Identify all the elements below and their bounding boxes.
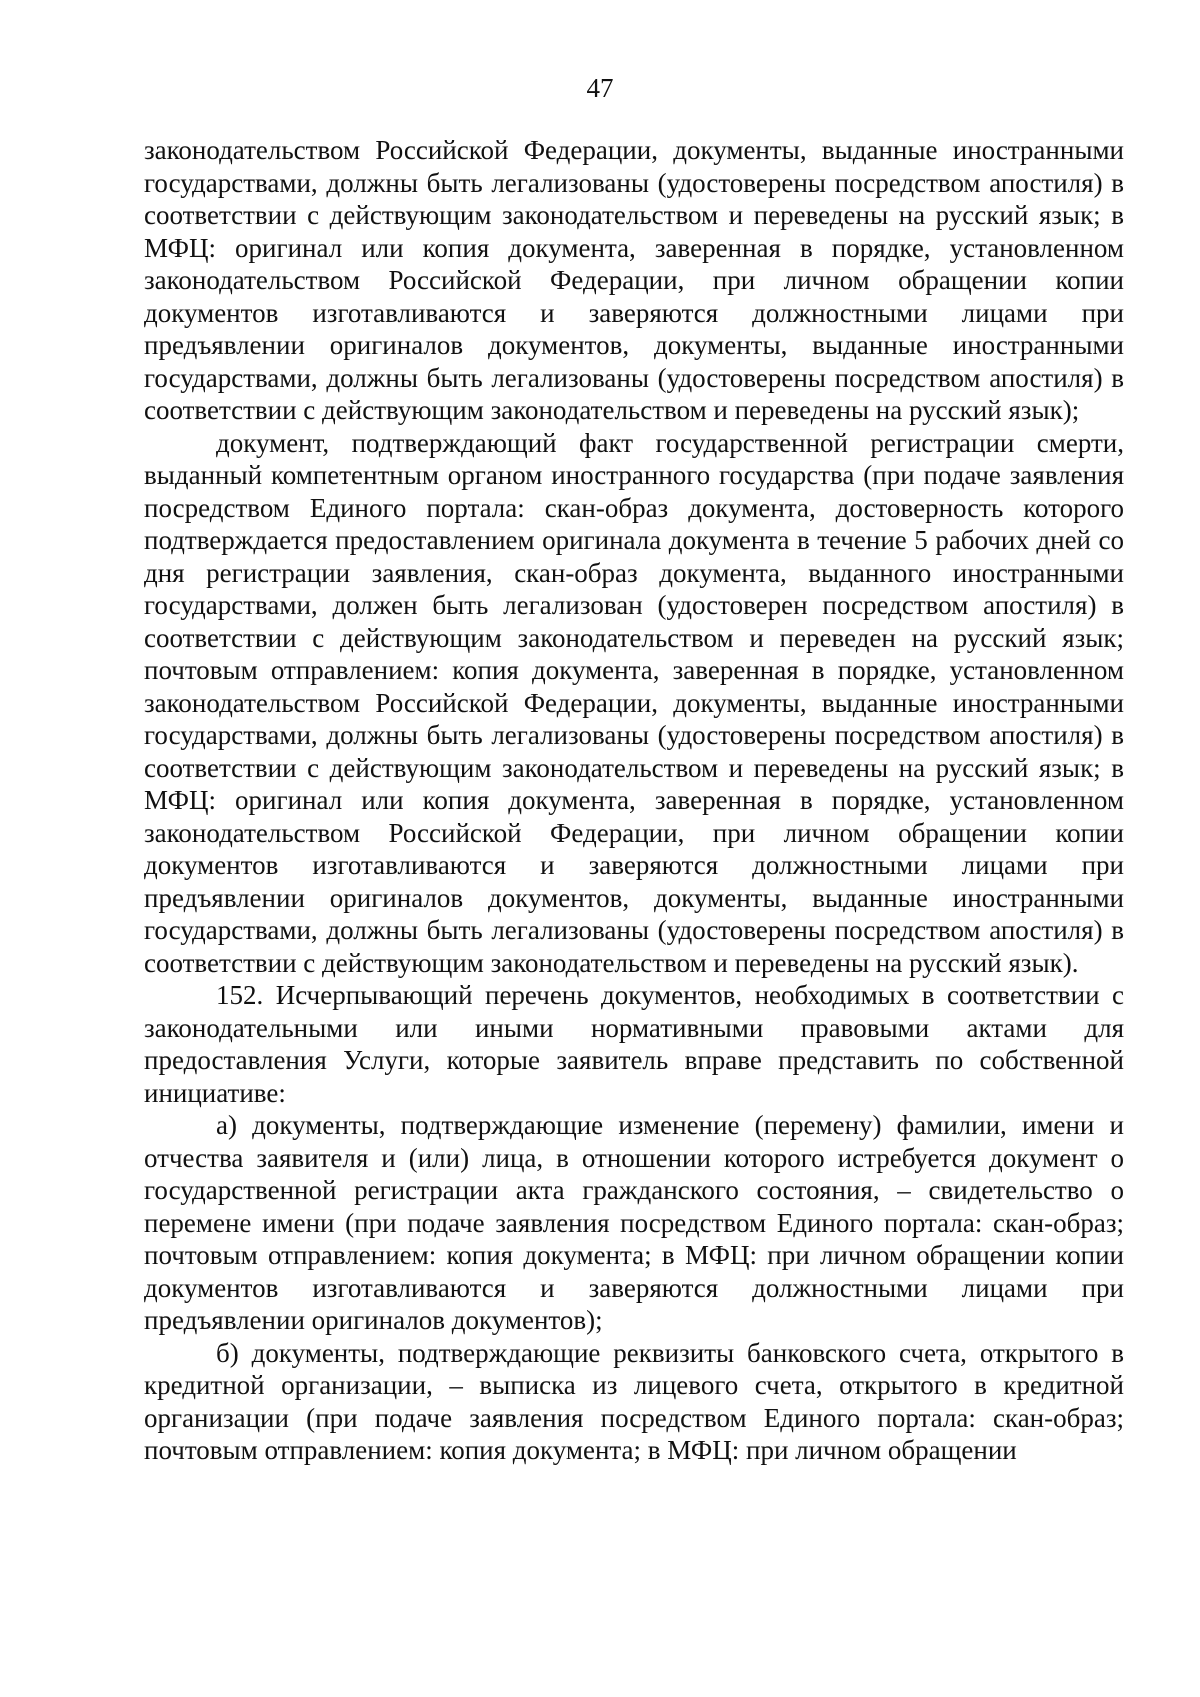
paragraph-item-a: а) документы, подтверждающие изменение (перемену) фамилии, имени и отчества заявителя и (или) лица, в отношении которого истребуется документ о государственной регистрации акта гражданского состояния, – свидетельство о перемене имени (при подаче заявления посредством Единого портала: скан-образ; почтовым отправлением: копия документа; в МФЦ: при личном обращении копии документов изготавливаются и заверяются должностными лицами при предъявлении оригиналов документов); <box>144 1110 1124 1335</box>
document-body <box>144 134 1124 1467</box>
paragraph-item-b: б) документы, подтверждающие реквизиты банковского счета, открытого в кредитной организации, – выписка из лицевого счета, открытого в кредитной организации (при подаче заявления посредством Единого портала: скан-образ; почтовым отправлением: копия документа; в МФЦ: при личном обращении <box>144 1337 1124 1465</box>
paragraph-item-152: 152. Исчерпывающий перечень документов, необходимых в соответствии с законодательными или иными нормативными правовыми актами для предоставления Услуги, которые заявитель вправе представить по собственной инициативе: <box>144 980 1124 1108</box>
paragraph-continuation: законодательством Российской Федерации, документы, выданные иностранными государствами, должны быть легализованы (удостоверены посредством апостиля) в соответствии с действующим законодательством и переведены на русский язык; в МФЦ: оригинал или копия документа, заверенная в порядке, установленном законодательством Российской Федерации, при личном обращении копии документов изготавливаются и заверяются должностными лицами при предъявлении оригиналов документов, документы, выданные иностранными государствами, должны быть легализованы (удостоверены посредством апостиля) в соответствии с действующим законодательством и переведены на русский язык); <box>144 135 1124 425</box>
paragraph-death-certificate: документ, подтверждающий факт государственной регистрации смерти, выданный компетентным органом иностранного государства (при подаче заявления посредством Единого портала: скан-образ документа, достоверность которого подтверждается предоставлением оригинала документа в течение 5 рабочих дней со дня регистрации заявления, скан-образ документа, выданного иностранными государствами, должен быть легализован (удостоверен посредством апостиля) в соответствии с действующим законодательством и переведен на русский язык; почтовым отправлением: копия документа, заверенная в порядке, установленном законодательством Российской Федерации, документы, выданные иностранными государствами, должны быть легализованы (удостоверены посредством апостиля) в соответствии с действующим законодательством и переведены на русский язык; в МФЦ: оригинал или копия документа, заверенная в порядке, установленном законодательством Российской Федерации, при личном обращении копии документов изготавливаются и заверяются должностными лицами при предъявлении оригиналов документов, документы, выданные иностранными государствами, должны быть легализованы (удостоверены посредством апостиля) в соответствии с действующим законодательством и переведены на русский язык). <box>144 427 1124 978</box>
page-number: 47 <box>586 73 614 103</box>
